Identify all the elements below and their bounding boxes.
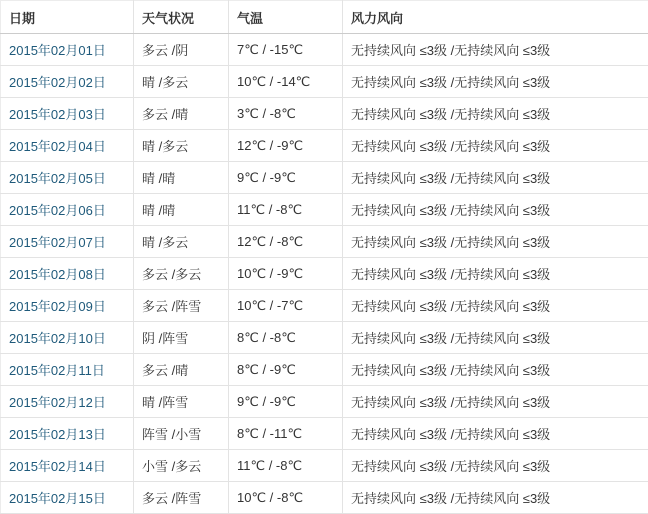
weather-cell: 阴 /阵雪 bbox=[134, 322, 229, 354]
date-cell bbox=[1, 322, 134, 354]
date-link[interactable]: 2015年02月03日 bbox=[9, 107, 106, 122]
date-link[interactable]: 2015年02月04日 bbox=[9, 139, 106, 154]
date-cell bbox=[1, 34, 134, 66]
column-header-wind: 风力风向 bbox=[343, 1, 648, 34]
weather-cell: 晴 /多云 bbox=[134, 226, 229, 258]
weather-cell: 晴 /多云 bbox=[134, 66, 229, 98]
temp-cell: 7℃ / -15℃ bbox=[229, 34, 343, 66]
table-row bbox=[1, 418, 648, 450]
column-header-temp: 气温 bbox=[229, 1, 343, 34]
temp-cell: 10℃ / -14℃ bbox=[229, 66, 343, 98]
temp-cell: 10℃ / -8℃ bbox=[229, 482, 343, 514]
table-row bbox=[1, 194, 648, 226]
date-link[interactable]: 2015年02月14日 bbox=[9, 459, 106, 474]
table-row bbox=[1, 162, 648, 194]
table-row bbox=[1, 130, 648, 162]
weather-cell: 多云 /阵雪 bbox=[134, 482, 229, 514]
wind-cell: 无持续风向 ≤3级 /无持续风向 ≤3级 bbox=[343, 418, 648, 450]
wind-cell: 无持续风向 ≤3级 /无持续风向 ≤3级 bbox=[343, 130, 648, 162]
date-cell bbox=[1, 98, 134, 130]
date-link[interactable]: 2015年02月11日 bbox=[9, 363, 105, 378]
date-cell bbox=[1, 258, 134, 290]
wind-cell: 无持续风向 ≤3级 /无持续风向 ≤3级 bbox=[343, 354, 648, 386]
temp-cell: 8℃ / -8℃ bbox=[229, 322, 343, 354]
date-cell bbox=[1, 130, 134, 162]
weather-cell: 晴 /晴 bbox=[134, 194, 229, 226]
temp-cell: 11℃ / -8℃ bbox=[229, 194, 343, 226]
temp-cell: 9℃ / -9℃ bbox=[229, 162, 343, 194]
weather-cell: 晴 /晴 bbox=[134, 162, 229, 194]
temp-cell: 8℃ / -11℃ bbox=[229, 418, 343, 450]
table-row bbox=[1, 66, 648, 98]
wind-cell: 无持续风向 ≤3级 /无持续风向 ≤3级 bbox=[343, 194, 648, 226]
weather-cell: 多云 /阴 bbox=[134, 34, 229, 66]
date-cell bbox=[1, 162, 134, 194]
table-row bbox=[1, 450, 648, 482]
wind-cell: 无持续风向 ≤3级 /无持续风向 ≤3级 bbox=[343, 162, 648, 194]
date-link[interactable]: 2015年02月05日 bbox=[9, 171, 106, 186]
weather-cell: 阵雪 /小雪 bbox=[134, 418, 229, 450]
wind-cell: 无持续风向 ≤3级 /无持续风向 ≤3级 bbox=[343, 290, 648, 322]
wind-cell: 无持续风向 ≤3级 /无持续风向 ≤3级 bbox=[343, 482, 648, 514]
date-cell bbox=[1, 482, 134, 514]
weather-cell: 小雪 /多云 bbox=[134, 450, 229, 482]
table-row bbox=[1, 386, 648, 418]
table-row bbox=[1, 34, 648, 66]
date-cell bbox=[1, 450, 134, 482]
date-cell bbox=[1, 66, 134, 98]
wind-cell: 无持续风向 ≤3级 /无持续风向 ≤3级 bbox=[343, 450, 648, 482]
date-link[interactable]: 2015年02月13日 bbox=[9, 427, 106, 442]
temp-cell: 10℃ / -9℃ bbox=[229, 258, 343, 290]
table-row bbox=[1, 226, 648, 258]
temp-cell: 10℃ / -7℃ bbox=[229, 290, 343, 322]
table-row bbox=[1, 354, 648, 386]
temp-cell: 12℃ / -8℃ bbox=[229, 226, 343, 258]
date-link[interactable]: 2015年02月06日 bbox=[9, 203, 106, 218]
wind-cell: 无持续风向 ≤3级 /无持续风向 ≤3级 bbox=[343, 258, 648, 290]
date-cell bbox=[1, 386, 134, 418]
column-header-date: 日期 bbox=[1, 1, 134, 34]
temp-cell: 12℃ / -9℃ bbox=[229, 130, 343, 162]
date-link[interactable]: 2015年02月12日 bbox=[9, 395, 106, 410]
header-row bbox=[1, 1, 648, 34]
table-row bbox=[1, 482, 648, 514]
date-link[interactable]: 2015年02月01日 bbox=[9, 43, 106, 58]
weather-cell: 晴 /多云 bbox=[134, 130, 229, 162]
date-link[interactable]: 2015年02月15日 bbox=[9, 491, 106, 506]
date-cell bbox=[1, 226, 134, 258]
weather-cell: 多云 /多云 bbox=[134, 258, 229, 290]
weather-cell: 多云 /晴 bbox=[134, 98, 229, 130]
weather-cell: 晴 /阵雪 bbox=[134, 386, 229, 418]
table-row bbox=[1, 258, 648, 290]
column-header-weather: 天气状况 bbox=[134, 1, 229, 34]
date-cell bbox=[1, 354, 134, 386]
table-row bbox=[1, 98, 648, 130]
date-cell bbox=[1, 418, 134, 450]
wind-cell: 无持续风向 ≤3级 /无持续风向 ≤3级 bbox=[343, 34, 648, 66]
date-link[interactable]: 2015年02月02日 bbox=[9, 75, 106, 90]
weather-cell: 多云 /阵雪 bbox=[134, 290, 229, 322]
weather-cell: 多云 /晴 bbox=[134, 354, 229, 386]
date-link[interactable]: 2015年02月10日 bbox=[9, 331, 106, 346]
wind-cell: 无持续风向 ≤3级 /无持续风向 ≤3级 bbox=[343, 98, 648, 130]
table-row bbox=[1, 322, 648, 354]
wind-cell: 无持续风向 ≤3级 /无持续风向 ≤3级 bbox=[343, 322, 648, 354]
date-link[interactable]: 2015年02月07日 bbox=[9, 235, 106, 250]
date-cell bbox=[1, 194, 134, 226]
temp-cell: 9℃ / -9℃ bbox=[229, 386, 343, 418]
wind-cell: 无持续风向 ≤3级 /无持续风向 ≤3级 bbox=[343, 386, 648, 418]
table-body bbox=[1, 34, 648, 514]
wind-cell: 无持续风向 ≤3级 /无持续风向 ≤3级 bbox=[343, 226, 648, 258]
date-link[interactable]: 2015年02月09日 bbox=[9, 299, 106, 314]
temp-cell: 11℃ / -8℃ bbox=[229, 450, 343, 482]
table-row bbox=[1, 290, 648, 322]
date-link[interactable]: 2015年02月08日 bbox=[9, 267, 106, 282]
temp-cell: 3℃ / -8℃ bbox=[229, 98, 343, 130]
date-cell bbox=[1, 290, 134, 322]
temp-cell: 8℃ / -9℃ bbox=[229, 354, 343, 386]
wind-cell: 无持续风向 ≤3级 /无持续风向 ≤3级 bbox=[343, 66, 648, 98]
